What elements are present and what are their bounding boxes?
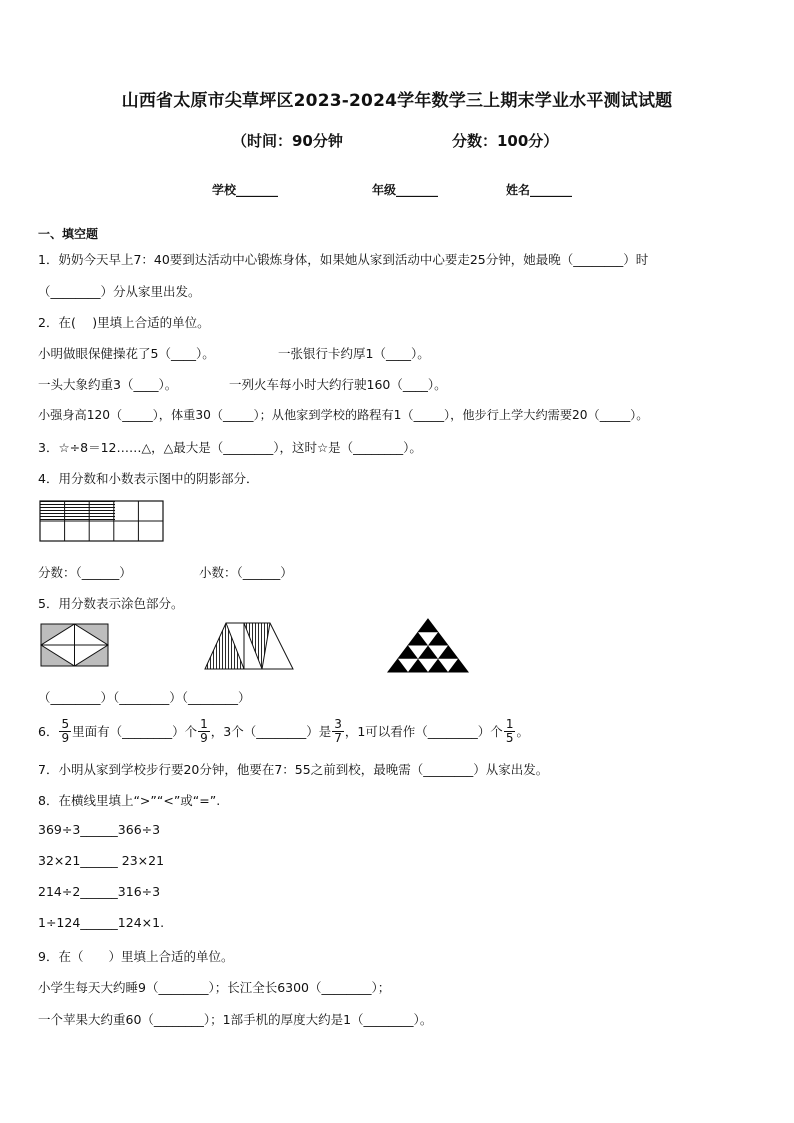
- q8-item: 369÷3______366÷3: [38, 822, 161, 837]
- q5-answers: （________）（________）（________）: [38, 690, 251, 705]
- q5-title: 5．用分数表示涂色部分。: [38, 596, 184, 611]
- q5-trapezoid-figure: [203, 622, 295, 670]
- q9-line1: 小学生每天大约睡9（________）；长江全长6300（________）；: [38, 980, 391, 995]
- q2-item-a: 小明做眼保健操花了5（____）。: [38, 346, 215, 361]
- q6-text-1: 里面有（________）个: [72, 724, 198, 739]
- q2-item-b: 一张银行卡约厚1（____）。: [278, 346, 430, 361]
- q8-item: 1÷124______124×1.: [38, 915, 165, 930]
- q6-text-3: ，1可以看作（________）个: [344, 724, 503, 739]
- q6-fraction-1-denominator: 9: [61, 730, 70, 745]
- q2-title: 2．在( )里填上合适的单位。: [38, 315, 210, 330]
- section-heading: 一、填空题: [38, 227, 99, 241]
- exam-score: 分数：100分）: [452, 132, 559, 150]
- q1-line2: （________）分从家里出发。: [38, 284, 201, 299]
- q6-fraction-4-denominator: 5: [505, 730, 514, 745]
- q6-text-4: 。: [516, 724, 529, 739]
- q6-line: [38, 713, 529, 749]
- q4-grid-figure: [39, 500, 164, 542]
- grade-field: 年级_______: [372, 183, 439, 197]
- q8-item: 32×21______ 23×21: [38, 853, 165, 868]
- exam-time: （时间：90分钟: [232, 132, 343, 150]
- q6-prefix: 6．: [38, 724, 59, 739]
- q5-rectangle-figure: [40, 623, 109, 667]
- q4-fraction-answer: 分数：（______）: [38, 565, 132, 580]
- page-title: 山西省太原市尖草坪区2023-2024学年数学三上期末学业水平测试试题: [121, 91, 673, 111]
- q5-triangle-figure: [387, 618, 469, 673]
- q4-decimal-answer: 小数：（______）: [199, 565, 293, 580]
- school-field: 学校_______: [212, 183, 279, 197]
- q1-line1: 1．奶奶今天早上7：40要到达活动中心锻炼身体，如果她从家到活动中心要走25分钟，她最晚（________）时: [38, 252, 649, 267]
- q6-fraction-3-denominator: 7: [334, 730, 342, 745]
- q6-fraction-3: [332, 718, 344, 745]
- q3-text: 3．☆÷8＝12……△，△最大是（________），这时☆是（________）。: [38, 440, 422, 455]
- q8-title: 8．在横线里填上“>”“<”或“=”.: [38, 793, 221, 808]
- q9-line2: 一个苹果大约重60（________）；1部手机的厚度大约是1（________）。: [38, 1012, 433, 1027]
- q2-item-c: 一头大象约重3（____）。: [38, 377, 178, 392]
- q6-fraction-1-numerator: 5: [61, 716, 70, 731]
- q6-fraction-2: [198, 718, 210, 745]
- q8-item: 214÷2______316÷3: [38, 884, 161, 899]
- q6-fraction-3-numerator: 3: [334, 716, 342, 731]
- q6-fraction-4: [504, 718, 516, 745]
- name-field: 姓名_______: [506, 183, 573, 197]
- q7-text: 7．小明从家到学校步行要20分钟，他要在7：55之前到校，最晚需（________）从家出发。: [38, 762, 549, 777]
- q4-title: 4．用分数和小数表示图中的阴影部分．: [38, 471, 259, 486]
- q6-fraction-2-numerator: 1: [200, 716, 208, 731]
- q6-fraction-2-denominator: 9: [200, 730, 208, 745]
- q6-text-2: ，3个（________）是: [210, 724, 332, 739]
- q2-item-d: 一列火车每小时大约行驶160（____）。: [229, 377, 447, 392]
- q6-fraction-4-numerator: 1: [505, 716, 514, 731]
- q2-item-e: 小强身高120（_____），体重30（_____）；从他家到学校的路程有1（_____），他步行上学大约需要20（_____）。: [38, 408, 649, 422]
- q9-title: 9．在（ ）里填上合适的单位。: [38, 949, 234, 964]
- q6-fraction-1: [59, 718, 71, 745]
